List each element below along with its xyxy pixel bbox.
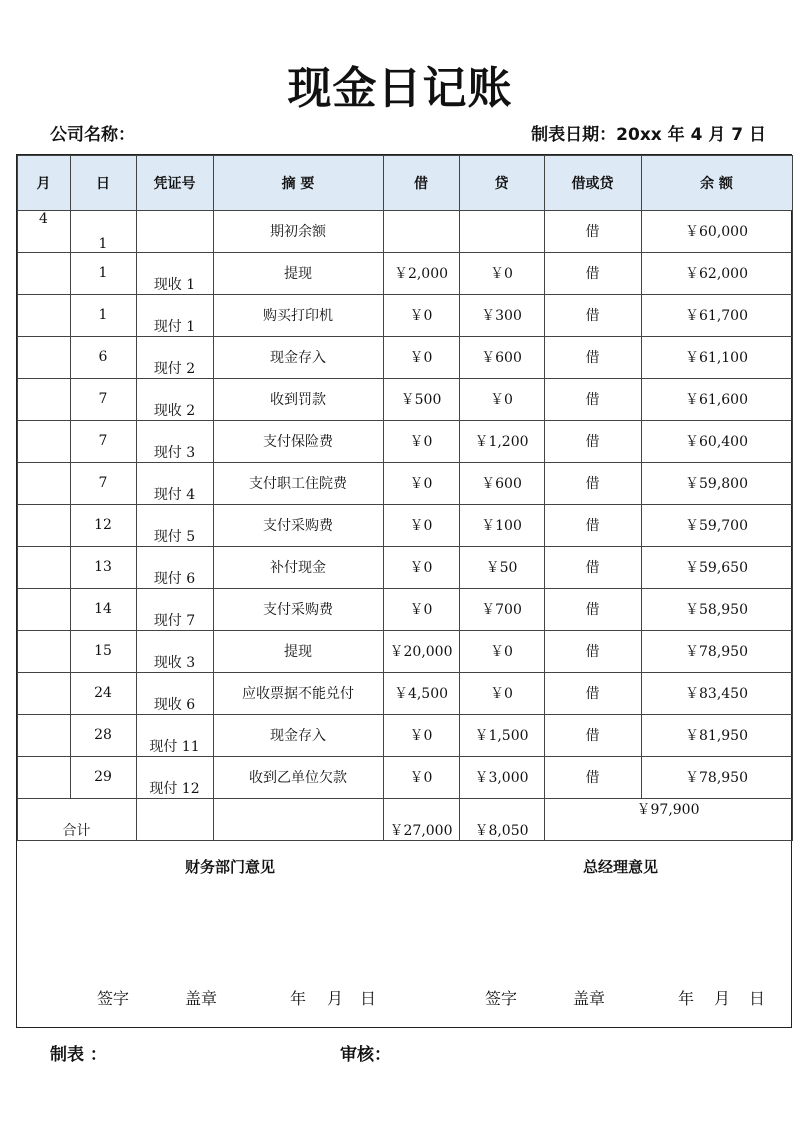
col-header-debit: 借 <box>383 155 459 210</box>
cell-credit: ￥300 <box>459 294 544 336</box>
cell-day: 29 <box>70 756 136 798</box>
approval-section <box>17 843 790 1027</box>
cell-balance: ￥61,700 <box>641 294 792 336</box>
cell-summary: 提现 <box>213 630 383 672</box>
cell-credit: ￥1,200 <box>459 420 544 462</box>
cell-credit: ￥600 <box>459 336 544 378</box>
finance-sign-label: 签字 <box>97 989 130 1008</box>
cell-debit-or-credit: 借 <box>544 756 641 798</box>
cell-month <box>17 504 70 546</box>
cell-debit: ￥0 <box>383 546 459 588</box>
cell-debit <box>383 210 459 252</box>
total-label: 合计 <box>17 798 136 840</box>
finance-day-label: 日 <box>360 989 377 1008</box>
cell-credit: ￥50 <box>459 546 544 588</box>
cell-debit-or-credit: 借 <box>544 630 641 672</box>
cell-debit-or-credit: 借 <box>544 714 641 756</box>
cell-balance: ￥83,450 <box>641 672 792 714</box>
reviewed-by-label: 审核： <box>340 1045 391 1065</box>
cell-credit: ￥0 <box>459 252 544 294</box>
cell-debit: ￥20,000 <box>383 630 459 672</box>
cell-credit <box>459 210 544 252</box>
cell-month <box>17 378 70 420</box>
table-row <box>17 546 792 588</box>
cell-debit: ￥0 <box>383 714 459 756</box>
col-header-credit: 贷 <box>459 155 544 210</box>
cash-ledger-table <box>17 155 793 841</box>
cell-voucher: 现付 3 <box>136 420 213 462</box>
total-summary-cell <box>213 798 383 840</box>
finance-year-label: 年 <box>290 989 307 1008</box>
cell-day: 14 <box>70 588 136 630</box>
ledger-body <box>17 210 792 798</box>
table-row <box>17 714 792 756</box>
table-row <box>17 672 792 714</box>
cell-debit: ￥0 <box>383 756 459 798</box>
manager-month-label: 月 <box>714 989 731 1008</box>
cell-debit: ￥0 <box>383 462 459 504</box>
table-row <box>17 504 792 546</box>
cell-voucher: 现付 4 <box>136 462 213 504</box>
cell-month: 4 <box>17 210 70 252</box>
cell-debit: ￥0 <box>383 504 459 546</box>
cell-balance: ￥59,700 <box>641 504 792 546</box>
cell-day: 7 <box>70 378 136 420</box>
cell-summary: 期初余额 <box>213 210 383 252</box>
cell-voucher: 现收 1 <box>136 252 213 294</box>
cell-voucher: 现付 5 <box>136 504 213 546</box>
cell-summary: 现金存入 <box>213 714 383 756</box>
cell-debit: ￥0 <box>383 294 459 336</box>
cell-balance: ￥78,950 <box>641 756 792 798</box>
cell-day: 7 <box>70 462 136 504</box>
cell-day: 1 <box>70 252 136 294</box>
cell-summary: 收到乙单位欠款 <box>213 756 383 798</box>
cell-debit: ￥4,500 <box>383 672 459 714</box>
cell-credit: ￥0 <box>459 630 544 672</box>
cell-voucher: 现付 1 <box>136 294 213 336</box>
cell-credit: ￥3,000 <box>459 756 544 798</box>
report-date-label: 制表日期：20xx 年 4 月 7 日 <box>531 125 766 145</box>
cell-debit: ￥500 <box>383 378 459 420</box>
cell-credit: ￥600 <box>459 462 544 504</box>
cell-month <box>17 756 70 798</box>
cell-balance: ￥61,600 <box>641 378 792 420</box>
col-header-summary: 摘 要 <box>213 155 383 210</box>
cell-day: 12 <box>70 504 136 546</box>
table-header-row <box>17 155 792 210</box>
table-row <box>17 462 792 504</box>
cell-summary: 支付保险费 <box>213 420 383 462</box>
total-credit: ￥8,050 <box>459 798 544 840</box>
cell-credit: ￥700 <box>459 588 544 630</box>
cell-balance: ￥62,000 <box>641 252 792 294</box>
cell-balance: ￥78,950 <box>641 630 792 672</box>
table-row <box>17 630 792 672</box>
cell-debit-or-credit: 借 <box>544 294 641 336</box>
cell-day: 28 <box>70 714 136 756</box>
cell-voucher: 现收 2 <box>136 378 213 420</box>
cell-summary: 现金存入 <box>213 336 383 378</box>
cell-debit-or-credit: 借 <box>544 336 641 378</box>
total-balance: ￥97,900 <box>544 798 792 840</box>
cell-debit: ￥0 <box>383 588 459 630</box>
total-voucher-cell <box>136 798 213 840</box>
cell-debit-or-credit: 借 <box>544 504 641 546</box>
table-row <box>17 420 792 462</box>
cell-month <box>17 714 70 756</box>
manager-year-label: 年 <box>678 989 695 1008</box>
cell-summary: 收到罚款 <box>213 378 383 420</box>
cell-day: 15 <box>70 630 136 672</box>
cell-day: 1 <box>70 294 136 336</box>
table-row <box>17 756 792 798</box>
cell-summary: 购买打印机 <box>213 294 383 336</box>
cell-month <box>17 546 70 588</box>
cell-voucher: 现收 3 <box>136 630 213 672</box>
cell-month <box>17 462 70 504</box>
cell-summary: 支付采购费 <box>213 588 383 630</box>
cell-voucher: 现付 6 <box>136 546 213 588</box>
table-row <box>17 378 792 420</box>
cell-balance: ￥61,100 <box>641 336 792 378</box>
manager-day-label: 日 <box>749 989 766 1008</box>
col-header-balance: 余 额 <box>641 155 792 210</box>
cell-balance: ￥60,400 <box>641 420 792 462</box>
cell-balance: ￥59,650 <box>641 546 792 588</box>
cell-month <box>17 672 70 714</box>
cell-debit-or-credit: 借 <box>544 546 641 588</box>
cell-debit-or-credit: 借 <box>544 588 641 630</box>
table-row <box>17 210 792 252</box>
cell-debit-or-credit: 借 <box>544 210 641 252</box>
cell-day: 13 <box>70 546 136 588</box>
cell-balance: ￥59,800 <box>641 462 792 504</box>
col-header-day: 日 <box>70 155 136 210</box>
cell-debit-or-credit: 借 <box>544 462 641 504</box>
table-row <box>17 336 792 378</box>
cell-voucher: 现付 7 <box>136 588 213 630</box>
total-debit: ￥27,000 <box>383 798 459 840</box>
cell-voucher: 现付 12 <box>136 756 213 798</box>
cell-credit: ￥100 <box>459 504 544 546</box>
page-title: 现金日记账 <box>287 63 513 114</box>
col-header-debit-or-credit: 借或贷 <box>544 155 641 210</box>
cell-day: 6 <box>70 336 136 378</box>
table-row <box>17 588 792 630</box>
manager-seal-label: 盖章 <box>573 989 606 1008</box>
total-row <box>17 798 792 840</box>
col-header-month: 月 <box>17 155 70 210</box>
cell-credit: ￥0 <box>459 378 544 420</box>
manager-sign-label: 签字 <box>485 989 518 1008</box>
cell-day: 24 <box>70 672 136 714</box>
cell-credit: ￥0 <box>459 672 544 714</box>
table-row <box>17 252 792 294</box>
cell-debit-or-credit: 借 <box>544 378 641 420</box>
cell-month <box>17 420 70 462</box>
cell-debit-or-credit: 借 <box>544 672 641 714</box>
cell-summary: 应收票据不能兑付 <box>213 672 383 714</box>
cell-balance: ￥60,000 <box>641 210 792 252</box>
finance-seal-label: 盖章 <box>185 989 218 1008</box>
cell-voucher: 现付 2 <box>136 336 213 378</box>
cell-summary: 提现 <box>213 252 383 294</box>
cell-voucher: 现付 11 <box>136 714 213 756</box>
cell-month <box>17 336 70 378</box>
finance-month-label: 月 <box>327 989 344 1008</box>
cell-day: 7 <box>70 420 136 462</box>
cell-voucher <box>136 210 213 252</box>
manager-opinion-title: 总经理意见 <box>583 858 659 876</box>
cell-debit-or-credit: 借 <box>544 420 641 462</box>
ledger-sheet <box>16 154 792 1028</box>
cell-balance: ￥81,950 <box>641 714 792 756</box>
cell-voucher: 现收 6 <box>136 672 213 714</box>
cell-month <box>17 294 70 336</box>
prepared-by-label: 制表 ： <box>50 1045 107 1065</box>
cell-month <box>17 252 70 294</box>
cell-day: 1 <box>70 210 136 252</box>
cell-month <box>17 588 70 630</box>
cell-debit-or-credit: 借 <box>544 252 641 294</box>
cell-month <box>17 630 70 672</box>
col-header-voucher: 凭证号 <box>136 155 213 210</box>
cell-summary: 补付现金 <box>213 546 383 588</box>
company-name-label: 公司名称： <box>50 125 135 145</box>
cell-balance: ￥58,950 <box>641 588 792 630</box>
cell-debit: ￥2,000 <box>383 252 459 294</box>
cell-debit: ￥0 <box>383 420 459 462</box>
cell-debit: ￥0 <box>383 336 459 378</box>
finance-opinion-title: 财务部门意见 <box>185 858 276 876</box>
cell-credit: ￥1,500 <box>459 714 544 756</box>
cell-summary: 支付采购费 <box>213 504 383 546</box>
table-row <box>17 294 792 336</box>
cell-summary: 支付职工住院费 <box>213 462 383 504</box>
